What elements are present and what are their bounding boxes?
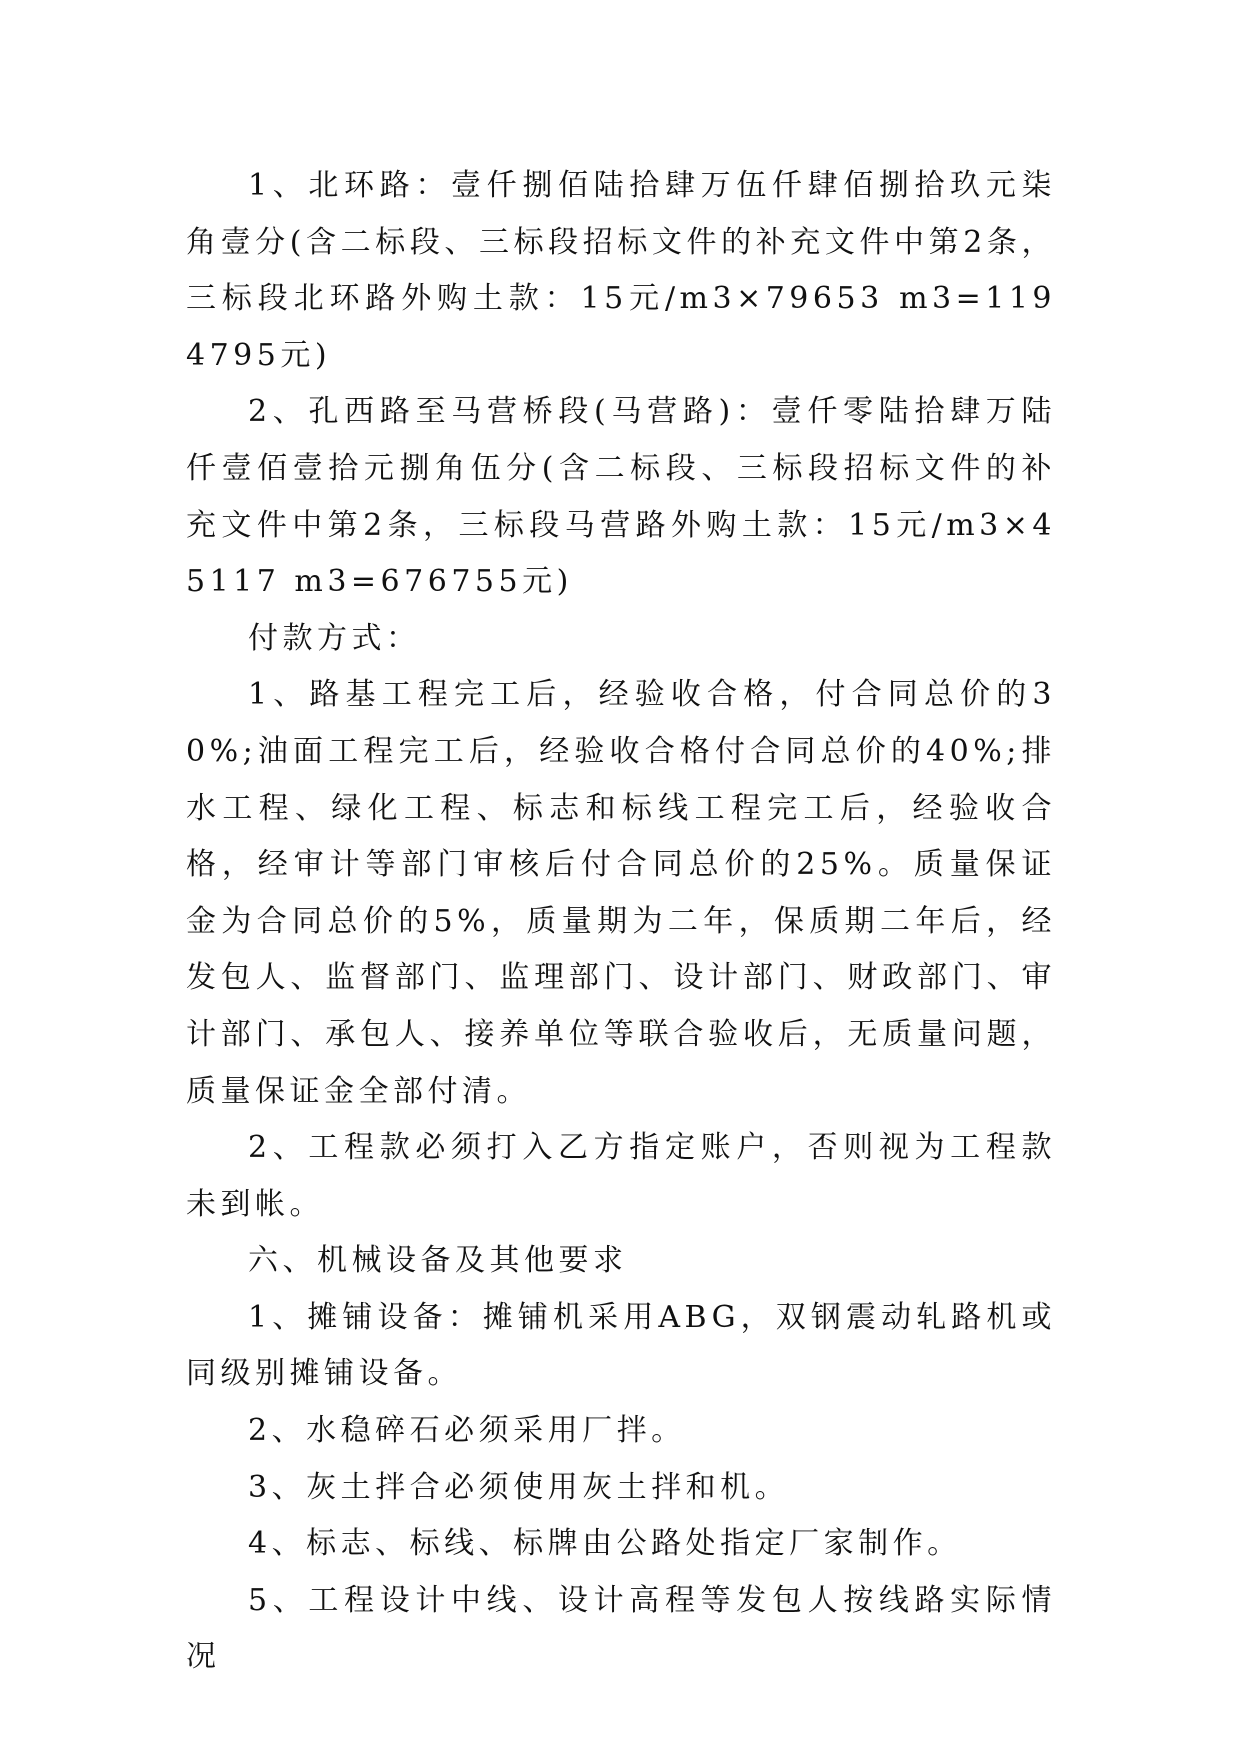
paragraph-payment-account: 2、工程款必须打入乙方指定账户，否则视为工程款未到帐。 bbox=[186, 1130, 1056, 1222]
payment-method-heading: 付款方式： bbox=[248, 620, 421, 656]
document-body bbox=[186, 158, 1056, 1686]
paragraph-signage: 4、标志、标线、标牌由公路处指定厂家制作。 bbox=[248, 1526, 962, 1562]
paragraph-design-centerline: 5、工程设计中线、设计高程等发包人按线路实际情况 bbox=[186, 1582, 1056, 1675]
paragraph-maying-road: 2、孔西路至马营桥段(马营路)：壹仟零陆拾肆万陆仟壹佰壹拾元捌角伍分(含二标段、三标段招标文件的补充文件中第2条，三标段马营路外购土款：15元/m3×45117 m3=676755元) bbox=[186, 394, 1056, 600]
paragraph-gravel-mixing: 2、水稳碎石必须采用厂拌。 bbox=[248, 1413, 686, 1449]
section-heading-equipment: 六、机械设备及其他要求 bbox=[248, 1243, 628, 1279]
paragraph-paving-equipment: 1、摊铺设备：摊铺机采用ABG，双钢震动轧路机或同级别摊铺设备。 bbox=[186, 1299, 1056, 1392]
paragraph-north-ring-road: 1、北环路：壹仟捌佰陆拾肆万伍仟肆佰捌拾玖元柒角壹分(含二标段、三标段招标文件的补充文件中第2条，三标段北环路外购土款：15元/m3×79653 m3=1194795元) bbox=[186, 168, 1056, 373]
paragraph-lime-soil-mixing: 3、灰土拌合必须使用灰土拌和机。 bbox=[248, 1469, 790, 1505]
paragraph-payment-schedule: 1、路基工程完工后，经验收合格，付合同总价的30%;油面工程完工后，经验收合格付合同总价的40%;排水工程、绿化工程、标志和标线工程完工后，经验收合格，经审计等部门审核后付合同总价的25%。质量保证金为合同总价的5%，质量期为二年，保质期二年后，经发包人、监督部门、监理部门、设计部门、财政部门、审计部门、承包人、接养单位等联合验收后，无质量问题，质量保证金全部付清。 bbox=[186, 677, 1056, 1109]
